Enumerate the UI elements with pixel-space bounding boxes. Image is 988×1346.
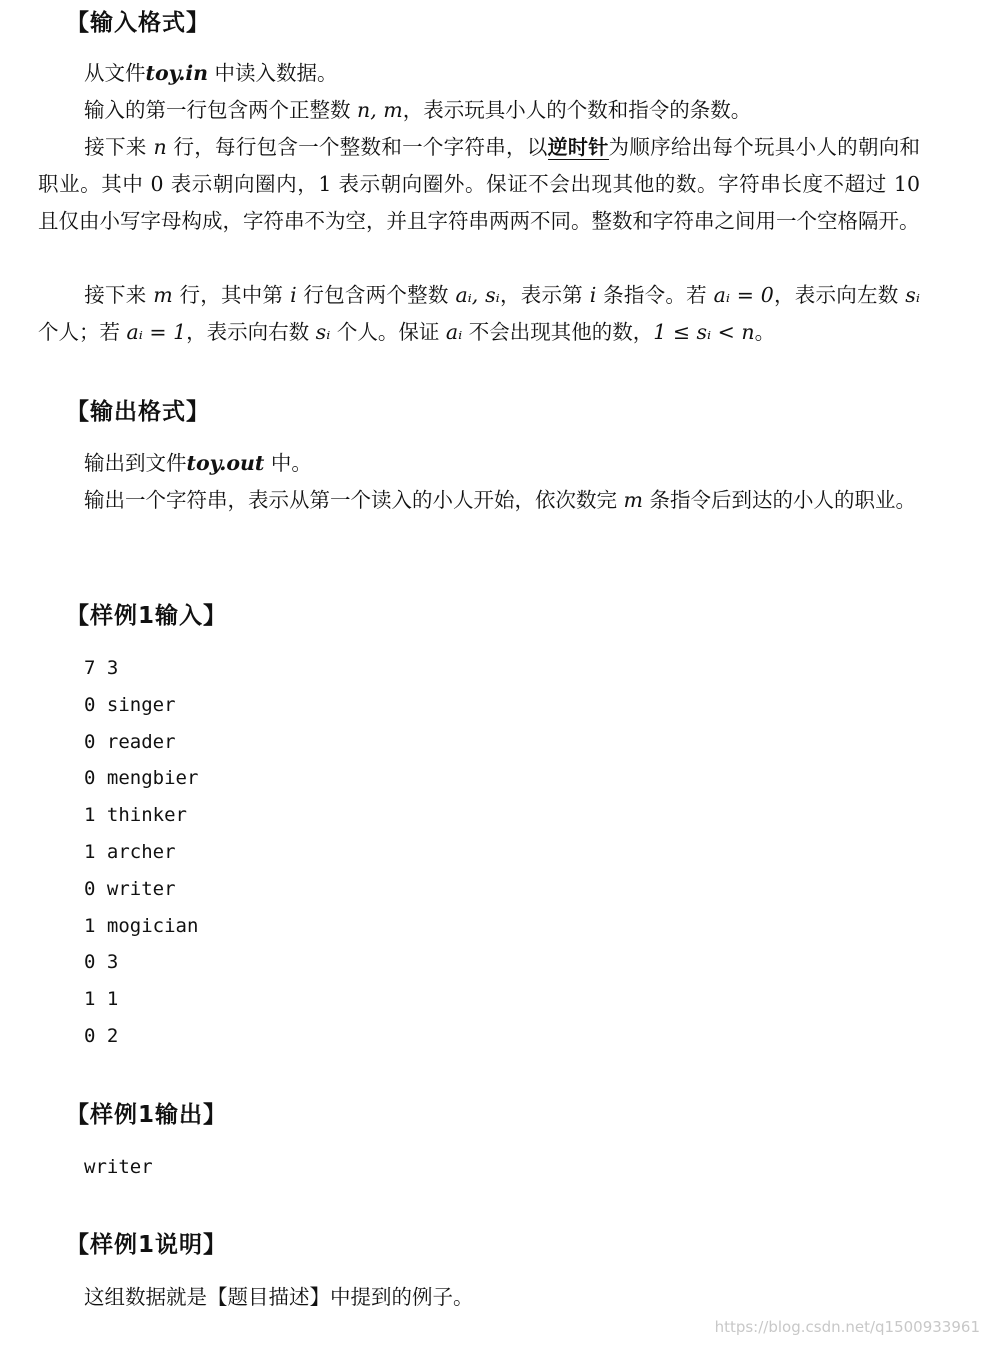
sample-input-heading: 【样例1输入】	[66, 603, 228, 629]
input-format-paragraph-1: 从文件toy.in 中读入数据。	[84, 61, 338, 85]
watermark: https://blog.csdn.net/q1500933961	[714, 1318, 980, 1336]
sample-input-line: 0 mengbier	[84, 767, 199, 790]
input-format-heading: 【输入格式】	[66, 10, 210, 36]
input-format-paragraph-4: 接下来 m 行，其中第 i 行包含两个整数 aᵢ, sᵢ，表示第 i 条指令。若 aᵢ = 0，表示向左数 sᵢ 个人；若 aᵢ = 1，表示向右数 sᵢ 个人。保证 aᵢ 不会出现其他的数，1 ≤ sᵢ < n。	[38, 283, 920, 344]
output-format-heading: 【输出格式】	[66, 399, 210, 425]
output-format-paragraph-2: 输出一个字符串，表示从第一个读入的小人开始，依次数完 m 条指令后到达的小人的职业。	[84, 488, 916, 512]
sample-explanation-text: 这组数据就是【题目描述】中提到的例子。	[84, 1285, 474, 1309]
sample-output-line: writer	[84, 1156, 153, 1178]
sample-input-line: 0 reader	[84, 730, 176, 753]
sample-input-code	[84, 650, 198, 1055]
sample-input-line: 1 thinker	[84, 804, 187, 827]
sample-input-line: 7 3	[84, 657, 119, 679]
input-format-paragraph-3: 接下来 n 行，每行包含一个整数和一个字符串，以逆时针为顺序给出每个玩具小人的朝向和职业。其中 0 表示朝向圈内，1 表示朝向圈外。保证不会出现其他的数。字符串长度不超过 10 且仅由小写字母构成，字符串不为空，并且字符串两两不同。整数和字符串之间用一个空格隔开。	[38, 135, 921, 233]
sample-explanation-heading: 【样例1说明】	[66, 1232, 228, 1258]
output-file-name: toy.out	[186, 451, 265, 475]
sample-input-line: 1 mogician	[84, 914, 199, 937]
sample-input-line: 0 3	[84, 951, 119, 974]
sample-output-heading: 【样例1输出】	[66, 1102, 228, 1128]
sample-input-line: 1 1	[84, 988, 119, 1011]
sample-input-line: 0 singer	[84, 693, 176, 716]
sample-output-code	[84, 1149, 153, 1186]
sample-input-line: 0 writer	[84, 877, 176, 900]
input-format-paragraph-2: 输入的第一行包含两个正整数 n, m，表示玩具小人的个数和指令的条数。	[84, 98, 752, 122]
counterclockwise-emphasis: 逆时针	[547, 135, 609, 159]
input-file-name: toy.in	[145, 61, 209, 85]
sample-input-line: 1 archer	[84, 840, 176, 863]
sample-input-line: 0 2	[84, 1024, 119, 1047]
output-format-paragraph-1: 输出到文件toy.out 中。	[84, 451, 312, 475]
